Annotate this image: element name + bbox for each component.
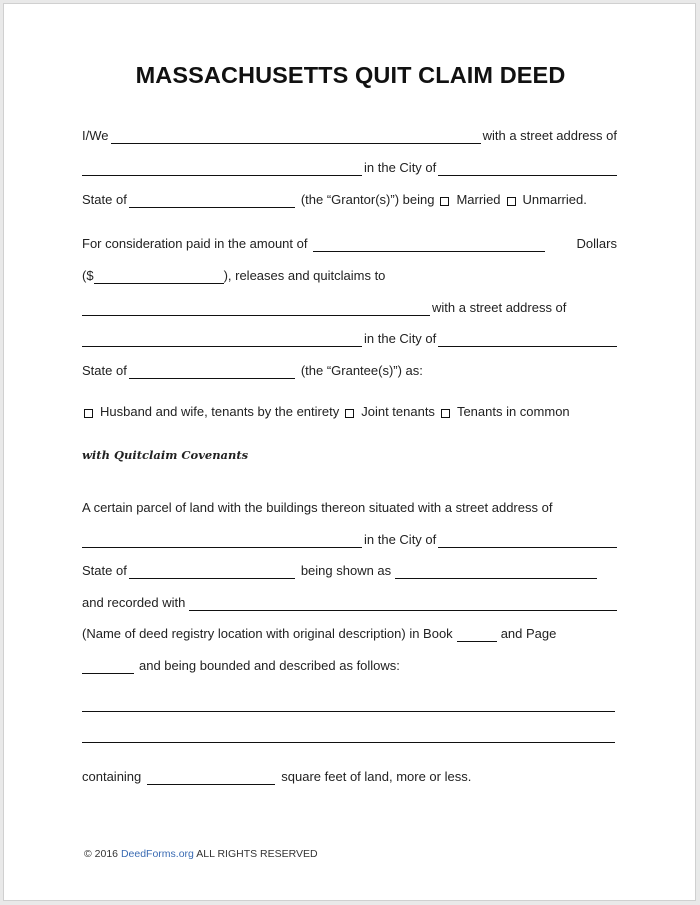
bounded-row <box>82 658 617 674</box>
shown-as-label: being shown as <box>300 563 392 578</box>
parcel-city-field[interactable] <box>438 535 617 548</box>
footer <box>84 848 318 860</box>
grantee-state-field[interactable] <box>129 366 295 379</box>
joint-tenants-checkbox[interactable] <box>345 409 354 418</box>
recorded-row <box>82 595 617 611</box>
registry-label: (Name of deed registry location with original description) in Book <box>82 626 453 641</box>
grantee-state-label: State of <box>82 363 127 378</box>
footer-copyright: © 2016 <box>84 848 119 860</box>
grantee-city-label: in the City of <box>364 331 437 346</box>
grantor-text: (the “Grantor(s)”) being <box>300 192 435 207</box>
parcel-state-field[interactable] <box>129 566 295 579</box>
grantee-name-field[interactable] <box>82 303 430 316</box>
parcel-intro: A certain parcel of land with the buildings thereon situated with a street address of <box>82 500 553 515</box>
footer-rights: ALL RIGHTS RESERVED <box>196 848 318 860</box>
grantor-state-field[interactable] <box>129 195 295 208</box>
grantor-state-row <box>82 192 617 208</box>
page-label: and Page <box>500 626 557 641</box>
bounded-label: and being bounded and described as follows: <box>139 658 400 673</box>
grantor-address-row <box>82 160 617 176</box>
amount-number-row <box>82 268 617 284</box>
tenants-common-label: Tenants in common <box>456 404 570 419</box>
grantee-city-field[interactable] <box>438 334 617 347</box>
tenants-common-checkbox[interactable] <box>441 409 450 418</box>
covenants-heading: with Quitclaim Covenants <box>82 448 249 462</box>
street-address-label: with a street address of <box>482 128 617 143</box>
registry-row <box>82 626 617 642</box>
description-line-2[interactable] <box>82 742 615 743</box>
description-line-1[interactable] <box>82 711 615 712</box>
unmarried-label: Unmarried. <box>522 192 587 207</box>
square-feet-field[interactable] <box>147 772 275 785</box>
dollar-open: ($ <box>82 268 94 283</box>
grantee-name-row <box>82 300 617 316</box>
containing-label: containing <box>82 769 142 784</box>
city-label: in the City of <box>364 160 437 175</box>
grantee-address-row <box>82 331 617 347</box>
parcel-city-label: in the City of <box>364 532 437 547</box>
husband-wife-label: Husband and wife, tenants by the entirety <box>100 404 340 419</box>
grantor-city-field[interactable] <box>438 163 617 176</box>
dollars-label: Dollars <box>576 236 617 251</box>
containing-row <box>82 769 617 785</box>
state-label: State of <box>82 192 127 207</box>
grantor-name-field[interactable] <box>111 131 481 144</box>
unmarried-checkbox[interactable] <box>507 197 516 206</box>
page-title: MASSACHUSETTS QUIT CLAIM DEED <box>135 62 566 88</box>
recorded-label: and recorded with <box>82 595 186 610</box>
parcel-state-label: State of <box>82 563 127 578</box>
grantee-address-field[interactable] <box>82 334 362 347</box>
parcel-state-row <box>82 563 617 579</box>
amount-words-field[interactable] <box>313 239 545 252</box>
parcel-address-row <box>82 532 617 548</box>
married-label: Married <box>456 192 501 207</box>
parcel-intro-row <box>82 500 617 516</box>
page-field[interactable] <box>82 661 134 674</box>
grantor-name-row <box>82 128 617 144</box>
married-checkbox[interactable] <box>440 197 449 206</box>
registry-field[interactable] <box>189 598 617 611</box>
parcel-address-field[interactable] <box>82 535 362 548</box>
grantee-state-row <box>82 363 617 379</box>
grantor-address-field[interactable] <box>82 163 362 176</box>
shown-as-field[interactable] <box>395 566 597 579</box>
consideration-row <box>82 236 617 252</box>
amount-number-field[interactable] <box>94 271 224 284</box>
tenancy-row <box>82 404 617 420</box>
book-field[interactable] <box>457 629 497 642</box>
footer-site-link[interactable]: DeedForms.org <box>120 848 194 860</box>
husband-wife-checkbox[interactable] <box>84 409 93 418</box>
joint-tenants-label: Joint tenants <box>361 404 435 419</box>
grantee-street-label: with a street address of <box>432 300 567 315</box>
grantee-text: (the “Grantee(s)”) as: <box>300 363 423 378</box>
iwe-label: I/We <box>82 128 109 143</box>
releases-label: ), releases and quitclaims to <box>223 268 386 283</box>
square-feet-label: square feet of land, more or less. <box>281 769 472 784</box>
amount-label: For consideration paid in the amount of <box>82 236 308 251</box>
